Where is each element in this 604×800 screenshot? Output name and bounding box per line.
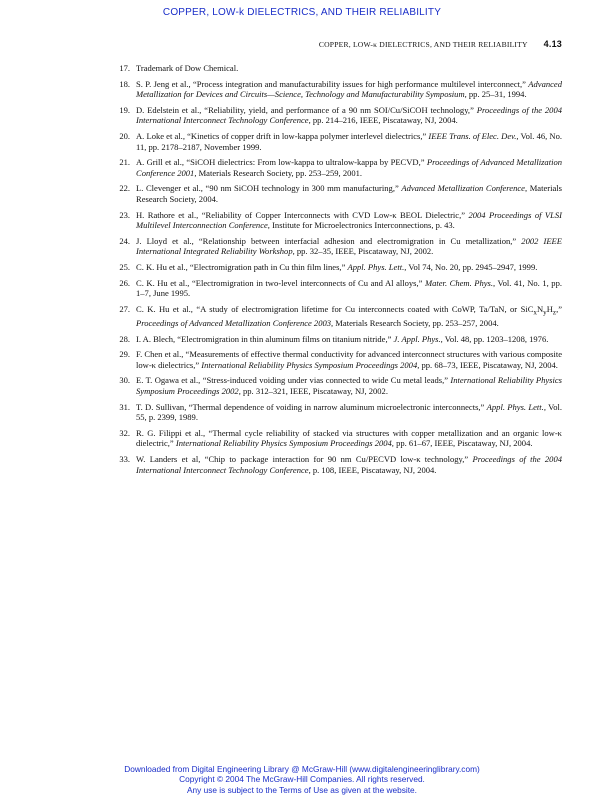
reference-number: 33.	[119, 453, 130, 464]
reference-text: R. G. Filippi et al., “Thermal cycle reliability of stacked via structures with copper metallization and an organic low-κ dielectric,” International Reliability Physics Symposium Proceedings 2004, pp. 61–67, IEEE, Piscataway, NJ, 2004.	[136, 427, 562, 449]
reference-item	[110, 210, 562, 231]
reference-item	[110, 262, 562, 273]
reference-number: 24.	[119, 235, 130, 246]
reference-item	[110, 278, 562, 299]
reference-item	[110, 131, 562, 152]
reference-text: L. Clevenger et al., “90 nm SiCOH technology in 300 mm manufacturing,” Advanced Metallization Conference, Materials Research Society, 2004.	[136, 183, 562, 204]
footer-copyright-line: Copyright © 2004 The McGraw-Hill Companies. All rights reserved.	[179, 774, 425, 785]
reference-text: Trademark of Dow Chemical.	[136, 63, 239, 73]
reference-number: 28.	[119, 333, 130, 344]
reference-number: 23.	[119, 209, 130, 220]
reference-item	[110, 402, 562, 423]
reference-text: I. A. Blech, “Electromigration in thin aluminum films on titanium nitride,” J. Appl. Phys., Vol. 48, pp. 1203–1208, 1976.	[136, 333, 549, 344]
reference-item	[110, 105, 562, 126]
reference-item	[110, 236, 562, 257]
reference-item	[110, 79, 562, 100]
reference-text: A. Loke et al., “Kinetics of copper drift in low-kappa polymer interlevel dielectrics,” IEEE Trans. of Elec. Dev., Vol. 46, No. 11, pp. 2178–2187, November 1999.	[136, 130, 562, 152]
reference-item	[110, 63, 562, 74]
reference-text: F. Chen et al., “Measurements of effective thermal conductivity for advanced interconnect structures with various composite low-κ dielectrics,” International Reliability Physics Symposium Proceedings 2004, pp. 68–73, IEEE, Piscataway, NJ, 2004.	[136, 349, 562, 370]
reference-number: 19.	[119, 104, 130, 115]
footer-download-line[interactable]: Downloaded from Digital Engineering Library @ McGraw-Hill (www.digitalengineeringlibrary.com)	[124, 764, 480, 774]
reference-list	[110, 63, 562, 480]
reference-item	[110, 454, 562, 475]
reference-number: 30.	[119, 375, 130, 386]
top-banner: COPPER, LOW-k DIELECTRICS, AND THEIR RELIABILITY	[162, 7, 442, 18]
reference-number: 17.	[119, 63, 130, 73]
reference-text: W. Landers et al, “Chip to package interaction for 90 nm Cu/PECVD low-κ technology,” Proceedings of the 2004 International Interconnect Technology Conference, p. 108, IEEE, Piscataway, NJ, 2004.	[136, 453, 562, 475]
reference-item	[110, 304, 562, 329]
reference-text: E. T. Ogawa et al., “Stress-induced voiding under vias connected to wide Cu metal leads,” International Reliability Physics Symposium Proceedings 2002, pp. 312–321, IEEE, Piscataway, NJ, 2002.	[136, 375, 563, 396]
reference-number: 27.	[119, 303, 130, 314]
reference-number: 26.	[119, 277, 130, 288]
reference-number: 31.	[119, 401, 130, 412]
reference-item	[110, 183, 562, 204]
reference-number: 29.	[119, 349, 130, 360]
download-footer	[0, 764, 604, 795]
reference-number: 22.	[119, 183, 130, 194]
reference-number: 20.	[119, 130, 130, 141]
reference-text: C. K. Hu et al., “Electromigration path in Cu thin film lines,” Appl. Phys. Lett., Vol 74, No. 20, pp. 2945–2947, 1999.	[136, 261, 538, 272]
reference-text: J. Lloyd et al., “Relationship between interfacial adhesion and electromigration in Cu metallization,” 2002 IEEE International Integrated Reliability Workshop, pp. 32–35, IEEE, Piscataway, NJ, 2002.	[136, 235, 563, 257]
reference-number: 32.	[119, 427, 130, 438]
reference-item	[110, 375, 562, 396]
reference-text: T. D. Sullivan, “Thermal dependence of voiding in narrow aluminum microelectronic interconnects,” Appl. Phys. Lett., Vol. 55, p. 2399, 1989.	[136, 401, 562, 423]
reference-number: 21.	[119, 157, 130, 168]
reference-item	[110, 334, 562, 345]
reference-text: C. K. Hu et al., “Electromigration in two-level interconnects of Cu and Al alloys,” Mater. Chem. Phys., Vol. 41, No. 1, pp. 1–7, June 1995.	[136, 277, 562, 299]
reference-number: 25.	[119, 261, 130, 272]
reference-number: 18.	[119, 78, 130, 89]
reference-text: H. Rathore et al., “Reliability of Copper Interconnects with CVD Low-κ BEOL Dielectric,” 2004 Proceedings of VLSI Multilevel Interconnection Conference, Institute for Microelectronics Interconnections, p. 43.	[136, 209, 563, 231]
page-number: 4.13	[543, 39, 562, 49]
reference-text: D. Edelstein et al., “Reliability, yield, and performance of a 90 nm SOI/Cu/SiCOH technology,” Proceedings of the 2004 International Interconnect Technology Conference, pp. 214–216, IEEE, Piscataway, NJ, 2004.	[136, 104, 562, 126]
footer-terms-line: Any use is subject to the Terms of Use as given at the website.	[187, 784, 417, 795]
reference-text: S. P. Jeng et al., “Process integration and manufacturability issues for high performance multilevel interconnect,” Advanced Metallization for Devices and Circuits—Science, Technology and Manufacturability Symposium, pp. 25–31, 1994.	[136, 78, 562, 100]
reference-text: C. K. Hu et al., “A study of electromigration lifetime for Cu interconnects coated with CoWP, Ta/TaN, or $SiC_xN_yH_z$,” Proceedings of Advanced Metallization Conference 2003, Materials Research Society, pp. 253–257, 2004.	[136, 303, 562, 328]
running-head	[110, 39, 562, 49]
reference-text: A. Grill et al., “SiCOH dielectrics: From low-kappa to ultralow-kappa by PECVD,” Proceedings of Advanced Metallization Conference 2001, Materials Research Society, pp. 253–259, 2001.	[136, 157, 562, 178]
reference-item	[110, 349, 562, 370]
reference-item	[110, 157, 562, 178]
reference-item	[110, 428, 562, 449]
running-head-title: COPPER, LOW-κ DIELECTRICS, AND THEIR RELIABILITY	[318, 40, 528, 49]
